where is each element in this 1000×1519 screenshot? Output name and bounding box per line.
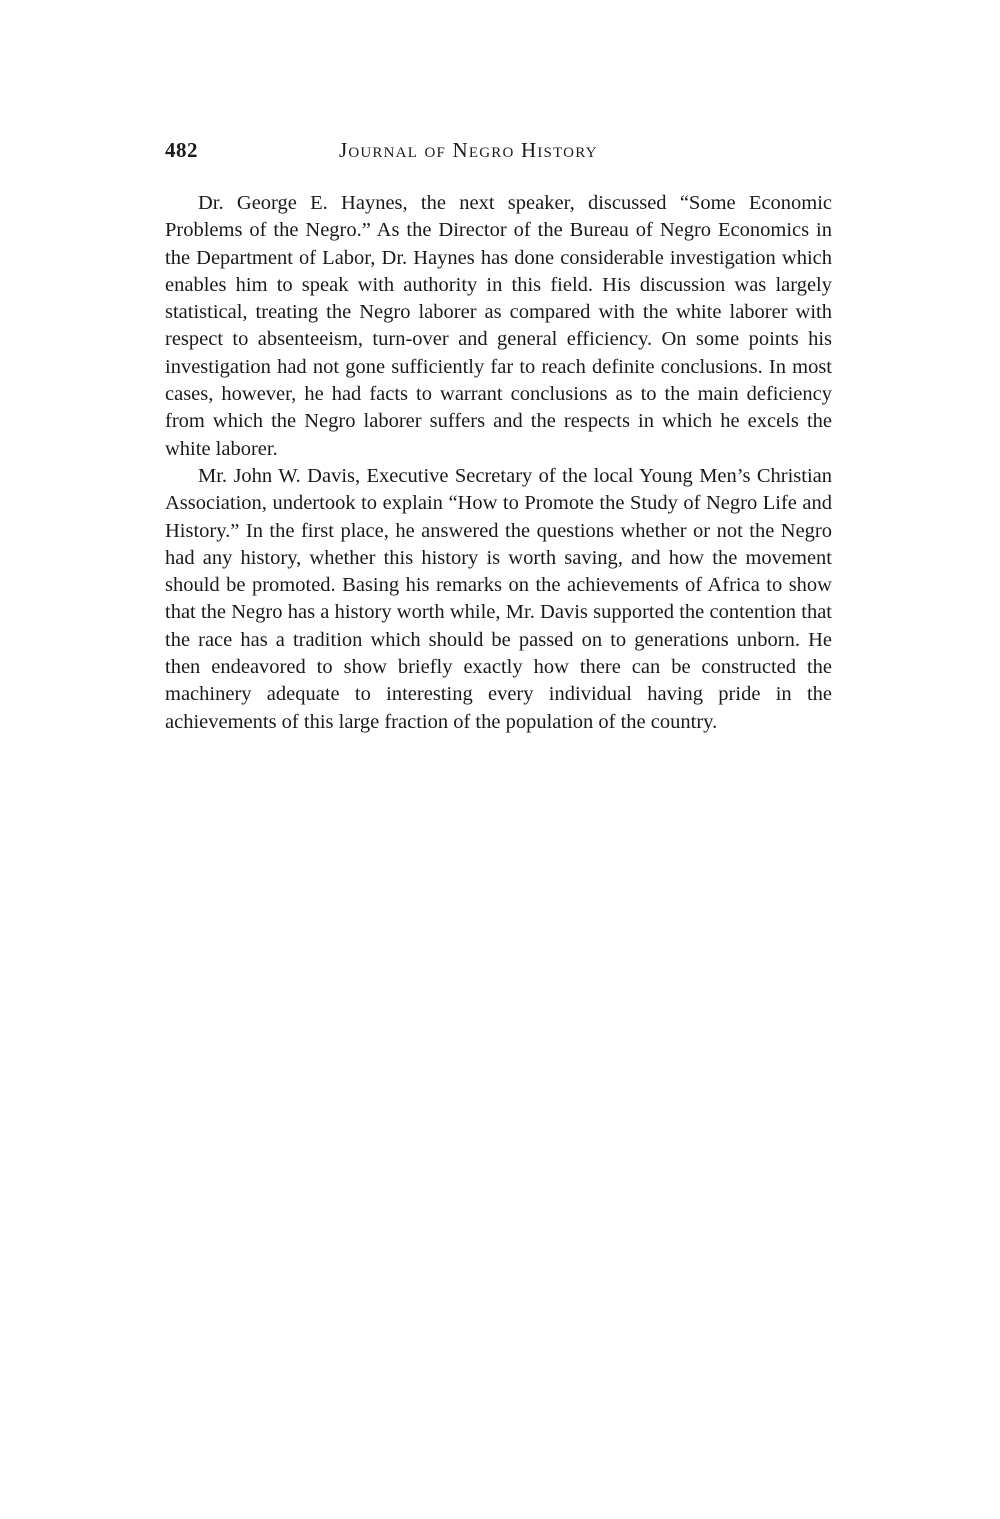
body-text bbox=[165, 190, 832, 736]
running-head: Journal of Negro History bbox=[339, 138, 598, 162]
paragraph-haynes: Dr. George E. Haynes, the next speaker, discussed “Some Economic Problems of the Negro.” As the Director of the Bureau of Negro Economics in the Department of Labor, Dr. Haynes has done considerable investigation which enables him to speak with authority in this field. His discussion was largely statistical, treating the Negro laborer as compared with the white laborer with respect to absenteeism, turn-over and general efficiency. On some points his investigation had not gone sufficiently far to reach definite conclusions. In most cases, however, he had facts to warrant conclusions as to the main deficiency from which the Negro laborer suffers and the respects in which he excels the white laborer. bbox=[165, 192, 832, 460]
paragraph-davis: Mr. John W. Davis, Executive Secretary of the local Young Men’s Christian Association, undertook to explain “How to Promote the Study of Negro Life and History.” In the first place, he answered the questions whether or not the Negro had any history, whether this history is worth saving, and how the movement should be promoted. Basing his remarks on the achievements of Africa to show that the Negro has a history worth while, Mr. Davis supported the contention that the race has a tradition which should be passed on to generations unborn. He then endeavored to show briefly exactly how there can be constructed the machinery adequate to interesting every individual having pride in the achievements of this large fraction of the population of the country. bbox=[165, 464, 832, 733]
page-header bbox=[165, 138, 832, 172]
page-number: 482 bbox=[165, 138, 198, 162]
